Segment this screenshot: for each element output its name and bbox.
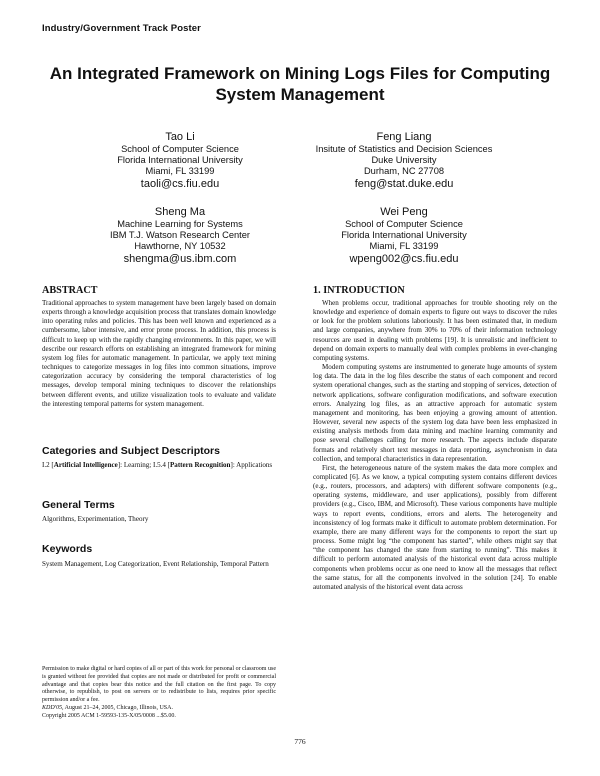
author-address: Miami, FL 33199 [369, 241, 439, 251]
introduction-heading: 1. INTRODUCTION [313, 285, 405, 296]
categories-heading: Categories and Subject Descriptors [42, 445, 220, 457]
author-affiliation: School of Computer Science [121, 144, 239, 154]
category-term: Artificial Intelligence [53, 461, 118, 469]
author-address: Durham, NC 27708 [363, 166, 445, 176]
author-name: Feng Liang [376, 131, 432, 143]
paper-title: An Integrated Framework on Mining Logs Files for Computing System Management [49, 64, 551, 104]
author-affiliation: School of Computer Science [345, 219, 463, 229]
conference-dates: August 21–24, 2005, Chicago, Illinois, USA. [63, 704, 173, 711]
author-name: Wei Peng [380, 206, 428, 218]
abstract-paragraph: Traditional approaches to system management have been largely based on domain experts through a knowledge acquisition process that translates domain knowledge into operating rules and policies. This has been well known and experienced as a cumbersome, labor intensive, and error prone process. In addition, this process is difficult to keep up with the rapidly changing environments. In this paper, we will describe our research efforts on establishing an integrated framework for mining system log files for automatic management. In particular, we apply text mining techniques to categorize messages in log files into common situations, improve categorization accuracy by considering the temporal characteristics of log messages, develop temporal mining techniques to discover the relationships between different events, and utilize visualization tools to evaluate and validate the interesting temporal patterns for system management. [42, 299, 276, 408]
author-block [100, 131, 260, 192]
permission-text: Permission to make digital or hard copies of all or part of this work for personal or classroom use is granted without fee provided that copies are not made or distributed for profit or commercial advantage and that copies bear this notice and the full citation on the first page. To copy otherwise, to republish, to post on servers or to redistribute to lists, requires prior specific permission and/or a fee. [42, 666, 276, 704]
author-institution: Florida International University [341, 230, 467, 240]
general-terms-heading: General Terms [42, 499, 115, 511]
introduction-text [313, 299, 557, 592]
author-email: wpeng002@cs.fiu.edu [349, 253, 459, 265]
conference-venue: KDD'05, [42, 704, 64, 711]
page-number: 776 [294, 737, 306, 746]
author-institution: IBM T.J. Watson Research Center [109, 230, 251, 240]
category-term: Pattern Recognition [170, 461, 231, 469]
abstract-text [42, 299, 276, 409]
category-rest: ]: Applications [230, 461, 273, 469]
category-rest: ]: Learning; I.5.4 [ [117, 461, 170, 469]
keywords-heading: Keywords [42, 543, 93, 555]
categories-text [42, 461, 276, 470]
author-affiliation: Insitute of Statistics and Decision Sciences [315, 144, 493, 154]
copyright-line: Copyright 2005 ACM 1-59593-135-X/05/0008 ...$5.00. [42, 712, 176, 719]
author-affiliation: Machine Learning for Systems [117, 219, 243, 229]
intro-paragraph: First, the heterogeneous nature of the system makes the data more complex and complicated [6]. As we know, a typical computing system contains different devices (e.g., routers, processors, and adapters) with different software components (e.g., operating systems, middleware, and user applications), possibly from different providers (e.g., Cisco, IBM, and Microsoft). These various components have multiple ways to report events, conditions, errors and alerts. The heterogeneity and inconsistency of log formats make it difficult to automate problem determination. For example, there are many different ways for the components to report the start up process. Some might log “the component has started”, while others might say that “the component has changed the state from starting to running”. This makes it difficult to perform automated analysis of the historical event data across multiple components when problems occur as one need to know all the messages that reflect the same status, for all the components involved in the solution [24]. To enable automated analysis of the historical event data across [313, 463, 557, 591]
author-institution: Florida International University [117, 155, 243, 165]
author-email: shengma@us.ibm.com [123, 253, 237, 265]
author-institution: Duke University [371, 155, 437, 165]
intro-paragraph: When problems occur, traditional approaches for trouble shooting rely on the knowledge and experience of domain experts to figure out ways to discover the rules or look for the problem solutions laboriously. It has been estimated that, in medium and large companies, anywhere from 30% to 70% of their information technology resources are used in dealing with problems [19]. It is unrealistic and inefficient to depend on domain experts to manually deal with complex problems in ever-changing computing systems. [313, 299, 557, 362]
track-label: Industry/Government Track Poster [42, 23, 201, 34]
author-name: Tao Li [165, 131, 195, 143]
author-block [100, 206, 260, 267]
category-code: I.2 [ [42, 461, 54, 469]
author-address: Miami, FL 33199 [145, 166, 215, 176]
conference-info [42, 705, 276, 713]
author-address: Hawthorne, NY 10532 [134, 241, 226, 251]
author-name: Sheng Ma [154, 206, 206, 218]
author-block [300, 206, 508, 267]
author-block [300, 131, 508, 192]
author-email: taoli@cs.fiu.edu [140, 178, 220, 190]
author-email: feng@stat.duke.edu [354, 178, 454, 190]
permission-notice [42, 666, 276, 721]
general-terms-text: Algorithms, Experimentation, Theory [42, 515, 149, 523]
intro-paragraph: Modern computing systems are instrumented to generate huge amounts of system log data. The data in the log files describe the status of each component and record system operational changes, such as the starting and stopping of services, detection of network applications, software configuration modifications, and software execution errors. Analyzing log files, as an attractive approach for automatic system management and monitoring, has been enjoying a growing amount of attention. However, several new aspects of the system log data have been less emphasized in existing analysis methods from data mining and machine learning community and pose several challenges calling for more research. The aspects include disparate formats and relatively short text messages in data reporting, asynchronism in data collection, and temporal characteristics in data representation. [313, 363, 557, 463]
abstract-heading: ABSTRACT [42, 285, 98, 296]
keywords-text: System Management, Log Categorization, Event Relationship, Temporal Pattern [42, 560, 269, 568]
